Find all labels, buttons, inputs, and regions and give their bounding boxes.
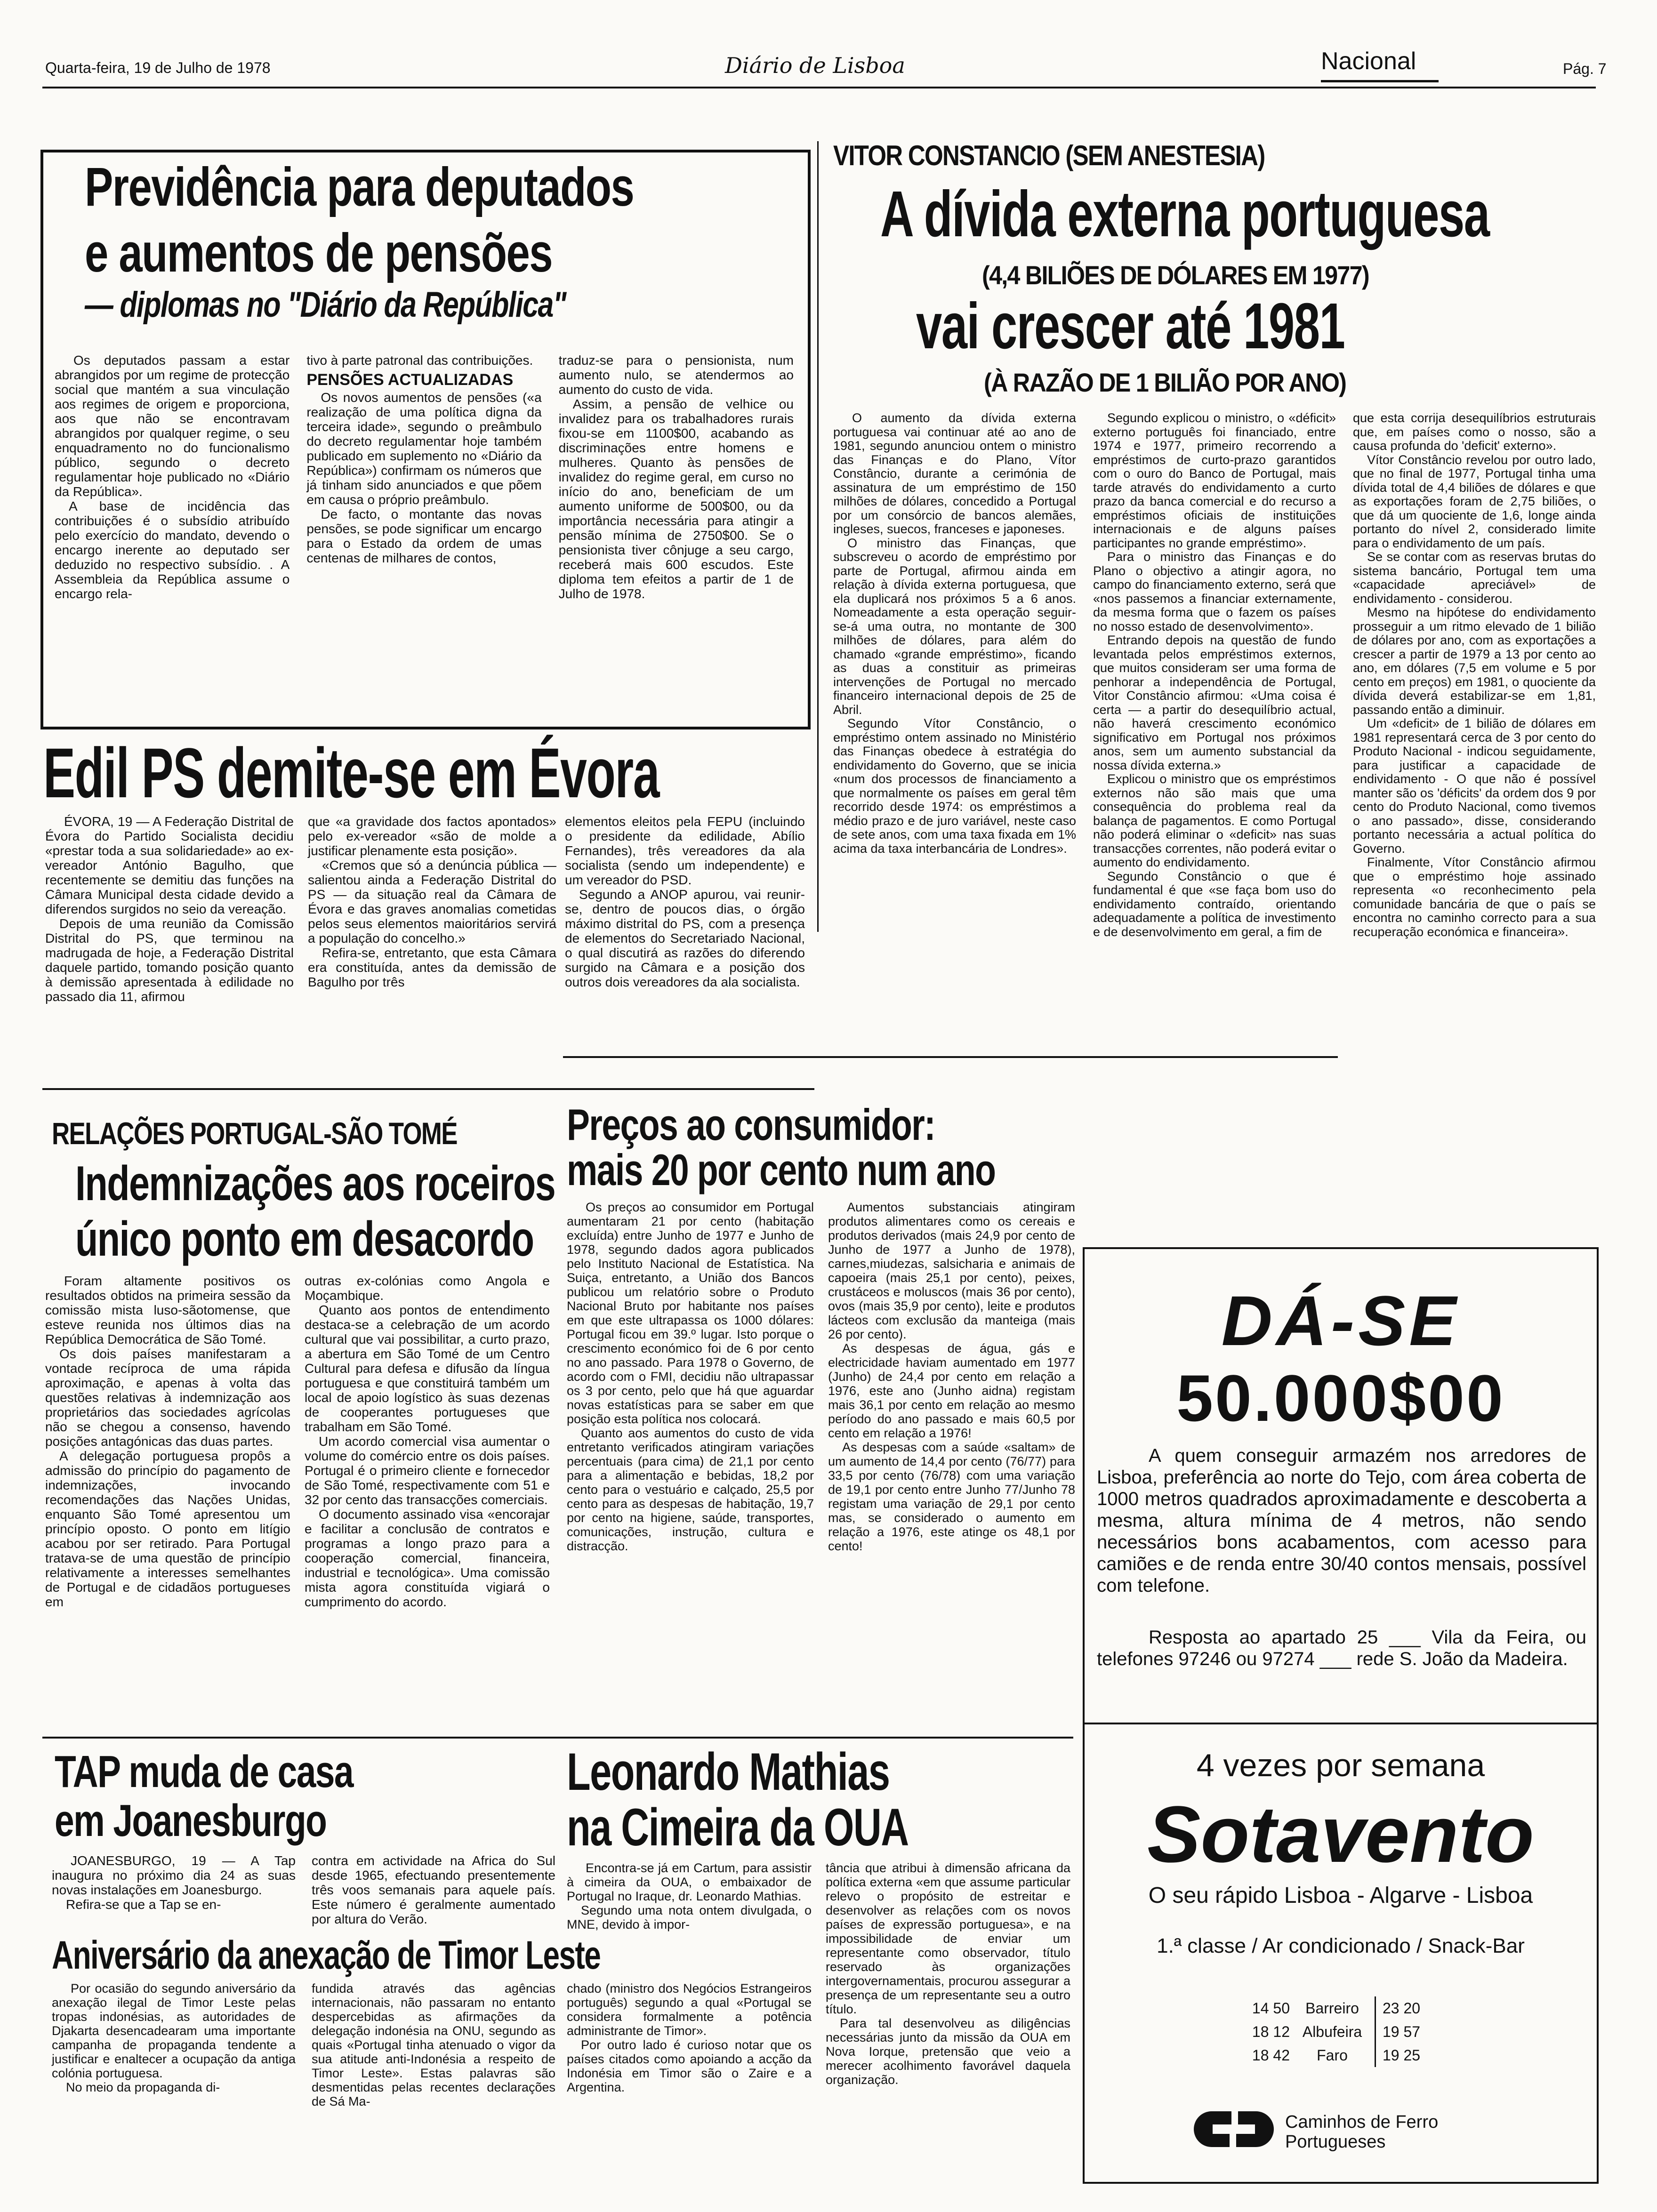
dase-ad-body: A quem conseguir armazém nos arredores de Lisboa, preferência ao norte do Tejo, com área coberta de 1000 metros quadrados aproximadamente e descoberta a mesma, altura mínima de 4 metros, não sendo necessários bons acabamentos, com acesso para camiões e de renda entre 30/40 contos mensais, possível com telefone. xyxy=(1097,1445,1586,1596)
cp-company-line-2: Portugueses xyxy=(1285,2132,1386,2152)
sotavento-schedule xyxy=(1219,1996,1464,2067)
paragraph: ÉVORA, 19 — A Federação Distrital de Évora do Partido Socialista decidiu «prestar toda a sua solidariedade» ao ex-vereador António Bagulho, que recentemente se demitiu das funções na Câmara Municipal desta cidade devido a diferendos surgidos no seio da vereação. xyxy=(45,814,294,916)
paragraph: fundida através das agências internacionais, não passaram no entanto despercebidas as afirmações da delegação indonésia na ONU, segundo as quais «Portugal tinha atenuado o vigor da sua atitude anti-Indonésia a respeito de Timor Leste». Estas palavras são desmentidas pelas recentes declarações de Sá Ma- xyxy=(312,1981,555,2108)
paragraph: Refira-se que a Tap se en- xyxy=(66,1897,221,1912)
station: Barreiro xyxy=(1290,1996,1376,2020)
edil-body xyxy=(45,814,556,1004)
paragraph: chado (ministro dos Negócios Estrangeiros português) segundo a qual «Portugal se considera formalmente a potência administrante de Timor». xyxy=(567,1981,812,2038)
schedule-row xyxy=(1219,1996,1464,2020)
divida-col-1 xyxy=(833,411,1076,939)
paragraph: Os deputados passam a estar abrangidos por um regime de protecção social que mantém a sua vinculação aos regimes de origem e proporciona, aos que não se encontravam abrangidos por qualquer regime, o seu enquadramento no do funcionalismo público, segundo o decreto regulamentar hoje publicado no «Diário da República». xyxy=(55,353,290,499)
mathias-col-2 xyxy=(826,1861,1070,2087)
arrival-time: 19 57 xyxy=(1383,2023,1421,2040)
divida-col-2 xyxy=(1093,411,1336,939)
divida-kicker: VITOR CONSTANCIO (SEM ANESTESIA) xyxy=(833,140,1265,171)
previdencia-title-2: e aumentos de pensões xyxy=(85,222,553,283)
saotome-title-1: Indemnizações aos roceiros xyxy=(75,1156,555,1211)
mathias-title-2: na Cimeira da OUA xyxy=(567,1798,909,1857)
tap-col-1 xyxy=(52,1853,296,1926)
tap-title-1: TAP muda de casa xyxy=(55,1747,353,1797)
paragraph: As despesas com a saúde «saltam» de um aumento de 14,4 por cento (76/77) para 33,5 por cento (76/78) com uma variação de 19,1 por cento entre Junho 77/Junho 78 registam uma variação de 29,1 por cento mas, se considerado o aumento em relação a 1976, este atinge os 48,1 por cento! xyxy=(828,1440,1075,1553)
paragraph: Quanto aos aumentos do custo de vida entretanto verificados atingiram variações percentuais (para cima) de 21,1 por cento para a alimentação e bebidas, 18,2 por cento para o vestuário e calçado, 25,5 por cento para as despesas de habitação, 19,7 por cento na higiene, saúde, transportes, comunicações, instrução, cultura e distracção. xyxy=(567,1426,814,1553)
divida-title-1: A dívida externa portuguesa xyxy=(880,178,1489,250)
paragraph: contra em actividade na Africa do Sul desde 1965, efectuando presentemente três voos semanais para aquele país. Este número é geralmente aumentado por altura do Verão. xyxy=(312,1853,555,1926)
saotome-col-2 xyxy=(305,1274,550,1609)
paragraph: tância que atribui à dimensão africana da política externa «em que assume particular relevo o propósito de estreitar e desenvolver as relações com os novos países de expressão portuguesa», e na impossibilidade de enviar um representante como observador, título reservado às organizações intergovernamentais, procurou assegurar a presença de um representante seu a outro título. xyxy=(826,1861,1070,2016)
paragraph: que esta corrija desequilíbrios estruturais que, em países como o nosso, são a causa profunda do 'deficit' externo». xyxy=(1353,411,1596,453)
paragraph: Segundo a ANOP apurou, vai reunir-se, dentro de poucos dias, o órgão máximo distrital do PS, com a presença de elementos do Secretariado Nacional, o qual discutirá as razões do diferendo surgido na Câmara e a posição dos outros dois vereadores da ala socialista. xyxy=(565,887,805,989)
edil-title: Edil PS demite-se em Évora xyxy=(43,733,660,812)
previdencia-title-1: Previdência para deputados xyxy=(85,156,634,217)
dase-ad-amount: 50.000$00 xyxy=(1176,1361,1505,1435)
arrival-time: 23 20 xyxy=(1383,2000,1421,2017)
edil-body-right xyxy=(565,814,805,989)
departure-time: 18 42 xyxy=(1252,2047,1290,2064)
tap-body xyxy=(52,1853,555,1926)
paragraph: que «a gravidade dos factos apontados» pelo ex-vereador «são de molde a justificar plenamente esta posição». xyxy=(308,814,556,858)
station: Faro xyxy=(1290,2044,1376,2067)
precos-title-2: mais 20 por cento num ano xyxy=(567,1145,996,1194)
paragraph: Entrando depois na questão de fundo levantada pelos empréstimos externos, que muitos consideram ser uma forma de penhorar a independência de Portugal, Vitor Constâncio afirmou: «Uma coisa é certa — a partir do desequilíbrio actual, não haverá crescimento económico significativo em Portugal nos próximos anos, sem um aumento substancial da nossa dívida externa.» xyxy=(1093,633,1336,772)
precos-top-rule xyxy=(563,1056,1338,1058)
dase-ad-title: DÁ-SE xyxy=(1221,1281,1460,1360)
departure-time: 18 12 xyxy=(1252,2023,1290,2040)
timor-col-1 xyxy=(52,1981,296,2108)
paragraph: Refira-se, entretanto, que esta Câmara era constituída, antes da demissão de Bagulho por três xyxy=(308,946,556,989)
previdencia-body xyxy=(55,353,794,601)
section-underline xyxy=(1321,80,1439,82)
saotome-kicker: RELAÇÕES PORTUGAL-SÃO TOMÉ xyxy=(52,1116,457,1151)
precos-col-2 xyxy=(828,1200,1075,1553)
station: Albufeira xyxy=(1290,2020,1376,2044)
paragraph: Para o ministro das Finanças e do Plano o objectivo a atingir agora, no campo do financiamento externo, será que «nos passemos a financiar externamente, da mesma forma que o fazem os países no nosso estado de desenvolvimento». xyxy=(1093,550,1336,633)
saotome-title-2: único ponto em desacordo xyxy=(75,1212,534,1266)
paragraph: JOANESBURGO, 19 — A Tap inaugura no próximo dia 24 as suas novas instalações em Joanesburgo. xyxy=(52,1853,296,1897)
timor-col-2 xyxy=(312,1981,555,2108)
divida-title-2: vai crescer até 1981 xyxy=(916,290,1345,362)
paragraph: Mesmo na hipótese do endividamento prosseguir a um ritmo elevado de 1 bilião de dólares por ano, com as exportações a crescer a partir de 1979 a 13 por cento ao ano, em dólares (7,5 em volume e 5 por cento em preços) em 1981, o quociente da dívida deverá estabilizar-se em 1,81, passando então a diminuir. xyxy=(1353,605,1596,717)
paragraph: A delegação portuguesa propôs a admissão do princípio do pagamento de indemnizações, invocando recomendações das Nações Unidas, enquanto São Tomé apresentou um princípio oposto. O ponto em litígio acabou por ser retirado. Para Portugal tratava-se de uma questão de princípio relativamente a interesses semelhantes de Portugal e de cidadãos portugueses em xyxy=(45,1449,290,1609)
precos-body xyxy=(567,1200,1075,1553)
edil-col-1 xyxy=(45,814,294,1004)
sotavento-tagline: O seu rápido Lisboa - Algarve - Lisboa xyxy=(1148,1883,1533,1908)
paragraph: Um «deficit» de 1 bilião de dólares em 1981 representará cerca de 3 por cento do Produto Nacional - indicou seguidamente, para justificar a capacidade de endividamento - O que não é possível manter são os 'déficits' da ordem dos 9 por cento do Produto Nacional, como tivemos o ano passado», disse, considerando portanto necessária a actual política do Governo. xyxy=(1353,716,1596,856)
masthead: Diário de Lisboa xyxy=(725,53,905,78)
edil-col-2 xyxy=(308,814,556,1004)
paragraph: Um acordo comercial visa aumentar o volume do comércio entre os dois países. Portugal é o primeiro cliente e fornecedor de São Tomé, respectivamente com 51 e 32 por cento das transacções comerciais. xyxy=(305,1434,550,1507)
paragraph: Se se contar com as reservas brutas do sistema bancário, Portugal tem uma «capacidade apreciável» de endividamento - considerou. xyxy=(1353,550,1596,606)
cp-company-line-1: Caminhos de Ferro xyxy=(1285,2112,1439,2132)
previdencia-subheading: PENSÕES ACTUALIZADAS xyxy=(306,371,514,389)
paragraph: Explicou o ministro que os empréstimos externos não são mais que uma consequência do problema real da balança de pagamentos. E como Portugal não poderá eliminar o «deficit» nas suas transacções correntes, não poderá evitar o aumento do endividamento. xyxy=(1093,772,1336,869)
paragraph: «Cremos que só a denúncia pública — salientou ainda a Federação Distrital do PS — da situação real da Câmara de Évora e das graves anomalias cometidas pelos seus elementos maioritários servirá a população do concelho.» xyxy=(308,858,556,946)
previdencia-col-1 xyxy=(55,353,290,601)
paragraph: Finalmente, Vítor Constâncio afirmou que o empréstimo hoje assinado representa «o reconhecimento pela comunidade bancária de que o país se encontra no caminho correcto para a sua recuperação económica e financeira». xyxy=(1353,855,1596,939)
row-divider-1 xyxy=(42,1088,814,1090)
paragraph: Os dois países manifestaram a vontade recíproca de uma rápida aproximação, e apenas à volta das questões relativas à indemnização aos proprietários das sociedades agrícolas não se chegou a consenso, havendo posições antagónicas das duas partes. xyxy=(45,1346,290,1449)
paragraph: Segundo Constâncio o que é fundamental é que «se faça bom uso do endividamento contraído, orientando adequadamente a política de investimento e de desenvolvimento em geral, a fim de xyxy=(1093,869,1336,939)
paragraph: Aumentos substanciais atingiram produtos alimentares como os cereais e produtos derivados (mais 24,9 por cento de Junho de 1977 a Junho de 1978), carnes,miudezas, salsicharia e animais de capoeira (mais 25,1 por cento), peixes, crustáceos e moluscos (mais 36 por cento), ovos (mais 35,9 por cento), leite e produtos lácteos com exclusão da manteiga (mais 26 por cento). xyxy=(828,1200,1075,1341)
paragraph: O documento assinado visa «encorajar e facilitar a conclusão de contratos e programas a longo prazo para a cooperação comercial, financeira, industrial e tecnológica». Uma comissão mista agora constituída vigiará o cumprimento do acordo. xyxy=(305,1507,550,1609)
mathias-title-1: Leonardo Mathias xyxy=(567,1742,890,1801)
paragraph: Para tal desenvolveu as diligências necessárias junto da missão da OUA em Nova Iorque, pretensão que veio a merecer acolhimento favorável daquela organização. xyxy=(826,2016,1070,2087)
schedule-row xyxy=(1219,2044,1464,2067)
saotome-col-1 xyxy=(45,1274,290,1609)
paragraph: Os preços ao consumidor em Portugal aumentaram 21 por cento (habitação excluída) entre Junho de 1977 e Junho de 1978, segundo dados agora publicados pelo Instituto Nacional de Estatística. Na Suiça, entretanto, a União dos Bancos publicou um relatório sobre o Produto Nacional Bruto por habitante nos países em que este ultrapassa os 1000 dólares: Portugal ficou em 39.º lugar. Isto porque o crescimento económico foi de 6 por cento no ano passado. Para 1978 o Governo, de acordo com o FMI, decidiu não ultrapassar os 3 por cento, pelo que há que aguardar novas estatísticas para se saber em que posição esta política nos colocará. xyxy=(567,1200,814,1426)
divida-deck: (4,4 BILIÕES DE DÓLARES EM 1977) xyxy=(982,260,1369,290)
paragraph: O aumento da dívida externa portuguesa vai continuar até ao ano de 1981, segundo anunciou ontem o ministro das Finanças e do Plano, Vítor Constâncio, durante a cerimónia de assinatura de um empréstimo de 150 milhões de dólares, concedido a Portugal por um consórcio de bancos alemães, ingleses, suecos, franceses e japoneses. xyxy=(833,411,1076,536)
sotavento-service: 1.ª classe / Ar condicionado / Snack-Bar xyxy=(1157,1934,1525,1957)
paragraph: O ministro das Finanças, que subscreveu o acordo de empréstimo por parte de Portugal, afirmou ainda em relação à dívida externa portuguesa, que ela duplicará nos próximos 5 a 6 anos. Nomeadamente a esta operação seguir-se-á uma outra, no montante de 300 milhões de dólares, para além do chamado «grande empréstimo», ficando as duas a constituir as primeiras intervenções de Portugal no mercado financeiro internacional depois de 25 de Abril. xyxy=(833,536,1076,717)
cp-logo-icon xyxy=(1194,2111,1274,2147)
departure-time: 14 50 xyxy=(1252,2000,1290,2017)
sotavento-frequency: 4 vezes por semana xyxy=(1196,1747,1485,1783)
timor-body xyxy=(52,1981,555,2108)
timor-title: Aniversário da anexação de Timor Leste xyxy=(52,1933,601,1977)
timor-body-right xyxy=(567,1981,812,2094)
sotavento-brand: Sotavento xyxy=(1147,1790,1534,1879)
divida-divider xyxy=(817,141,819,932)
paragraph: Segundo uma nota ontem divulgada, o MNE, devido à impor- xyxy=(567,1903,812,1931)
paragraph: traduz-se para o pensionista, num aumento nulo, se atendermos ao aumento do custo de vida. xyxy=(558,353,794,397)
paragraph: A base de incidência das contribuições é o subsídio atribuído pelo exercício do mandato, devendo o encargo inerente ao deputado ser deduzido no respectivo subsídio. . A Assembleia da República assume o encargo rela- xyxy=(55,499,290,601)
dase-ad-contact: Resposta ao apartado 25 ___ Vila da Feira, ou telefones 97246 ou 97274 ___ rede S. João da Madeira. xyxy=(1097,1627,1586,1669)
paragraph: No meio da propaganda di- xyxy=(66,2080,220,2094)
paragraph: Assim, a pensão de velhice ou invalidez para os trabalhadores rurais fixou-se em 1100$00, acabando as discriminações entre homens e mulheres. Quanto às pensões de invalidez do regime geral, em curso no início do ano, beneficiam de um aumento uniforme de 500$00, ou da importância necessária para atingir a pensão mínima de 2750$00. Se o pensionista tiver cônjuge a seu cargo, receberá mais 600 escudos. Este diploma tem efeitos a partir de 1 de Julho de 1978. xyxy=(558,397,794,601)
paragraph: Depois de uma reunião da Comissão Distrital do PS, que terminou na madrugada de hoje, a Federação Distrital daquele partido, tomando posição quanto à demissão apresentada à edilidade no passado dia 11, afirmou xyxy=(45,916,294,1004)
schedule-row xyxy=(1219,2020,1464,2044)
paragraph: Encontra-se já em Cartum, para assistir à cimeira da OUA, o embaixador de Portugal no Iraque, dr. Leonardo Mathias. xyxy=(567,1861,812,1903)
divida-col-3 xyxy=(1353,411,1596,939)
paragraph: elementos eleitos pela FEPU (incluindo o presidente da edilidade, Abílio Fernandes), três vereadores da ala socialista (sendo um independente) e um vereador do PSD. xyxy=(565,814,805,887)
paragraph: tivo à parte patronal das contribuições. xyxy=(306,353,533,368)
paragraph: Por outro lado é curioso notar que os países citados como apoiando a acção da Indonésia em Timor são o Zaire e a Argentina. xyxy=(567,2038,812,2094)
previdencia-col-2 xyxy=(306,353,541,601)
paragraph: As despesas de água, gás e electricidade haviam aumentado em 1977 (Junho) de 24,4 por cento em relação a 1976, este ano (Junho aidna) registam mais 36,1 por cento em relação ao mesmo período do ano passado e mais 60,5 por cento em relação a 1976! xyxy=(828,1341,1075,1440)
paragraph: Foram altamente positivos os resultados obtidos na primeira sessão da comissão mista luso-sãotomense, que esteve reunida nos últimos dias na República Democrática de São Tomé. xyxy=(45,1274,290,1346)
row-divider-2 xyxy=(42,1737,1073,1739)
page-number: Pág. 7 xyxy=(1563,60,1607,77)
previdencia-subtitle: — diplomas no "Diário da República" xyxy=(85,285,566,325)
paragraph: Vítor Constâncio revelou por outro lado, que no final de 1977, Portugal tinha uma dívida total de 4,4 biliões de dólares e que as exportações foram de 2,75 biliões, o que dá um quociente de 1,6, longe ainda portanto do nível 2, considerado limite para o endividamento de um país. xyxy=(1353,452,1596,550)
paragraph: De facto, o montante das novas pensões, se pode significar um encargo para o Estado da ordem de umas centenas de milhares de contos, xyxy=(306,507,542,565)
paragraph: Os novos aumentos de pensões («a realização de uma política digna da terceira idade», segundo o preâmbulo do decreto regulamentar hoje também publicado em suplemento no «Diário da República») confirmam os números que já tinham sido anunciados e que põem em causa o próprio preâmbulo. xyxy=(306,390,542,507)
header-rule xyxy=(42,87,1596,88)
precos-col-1 xyxy=(567,1200,814,1553)
divida-body xyxy=(833,411,1596,939)
paragraph: outras ex-colónias como Angola e Moçambique. xyxy=(305,1274,550,1303)
section-name: Nacional xyxy=(1321,48,1416,75)
arrival-time: 19 25 xyxy=(1383,2047,1421,2064)
edil-col-3 xyxy=(565,814,805,989)
tap-col-2 xyxy=(312,1853,555,1926)
divida-deck-2: (À RAZÃO DE 1 BILIÃO POR ANO) xyxy=(984,368,1346,397)
paragraph: Segundo Vítor Constâncio, o empréstimo ontem assinado no Ministério das Finanças obedece à estratégia do endividamento do Governo, que se inicia «num dos processos de financiamento a que normalmente os países em geral têm recorrido desde 1974: os empréstimos a médio prazo e de juro variável, neste caso de sete anos, com uma taxa fixada em 1% acima da taxa interbancária de Londres». xyxy=(833,716,1076,856)
paragraph: Segundo explicou o ministro, o «déficit» externo português foi financiado, entre 1974 e 1977, primeiro recorrendo a empréstimos de curto-prazo garantidos com o ouro do Banco de Portugal, mais tarde através do endividamento a curto prazo da banca comercial e do recurso a empréstimos oficiais de instituições internacionais e de alguns países participantes no grande empréstimo». xyxy=(1093,411,1336,550)
timor-col-3 xyxy=(567,1981,812,2094)
paragraph: Por ocasião do segundo aniversário da anexação ilegal de Timor Leste pelas tropas indonésias, as autoridades de Djakarta desencadearam uma importante campanha de propaganda tendente a justificar e enaltecer a ocupação da antiga colónia portuguesa. xyxy=(52,1981,296,2080)
saotome-body xyxy=(45,1274,550,1609)
previdencia-col-3 xyxy=(559,353,794,601)
page-date: Quarta-feira, 19 de Julho de 1978 xyxy=(45,59,271,76)
paragraph: Quanto aos pontos de entendimento destaca-se a celebração de um acordo cultural que vai possibilitar, a curto prazo, a abertura em São Tomé de um Centro Cultural para defesa e difusão da língua portuguesa e que constituirá também um local de apoio logístico às suas dezenas de cooperantes portugueses que trabalham em São Tomé. xyxy=(305,1303,550,1434)
tap-title-2: em Joanesburgo xyxy=(55,1795,327,1846)
precos-title-1: Preços ao consumidor: xyxy=(567,1100,935,1149)
